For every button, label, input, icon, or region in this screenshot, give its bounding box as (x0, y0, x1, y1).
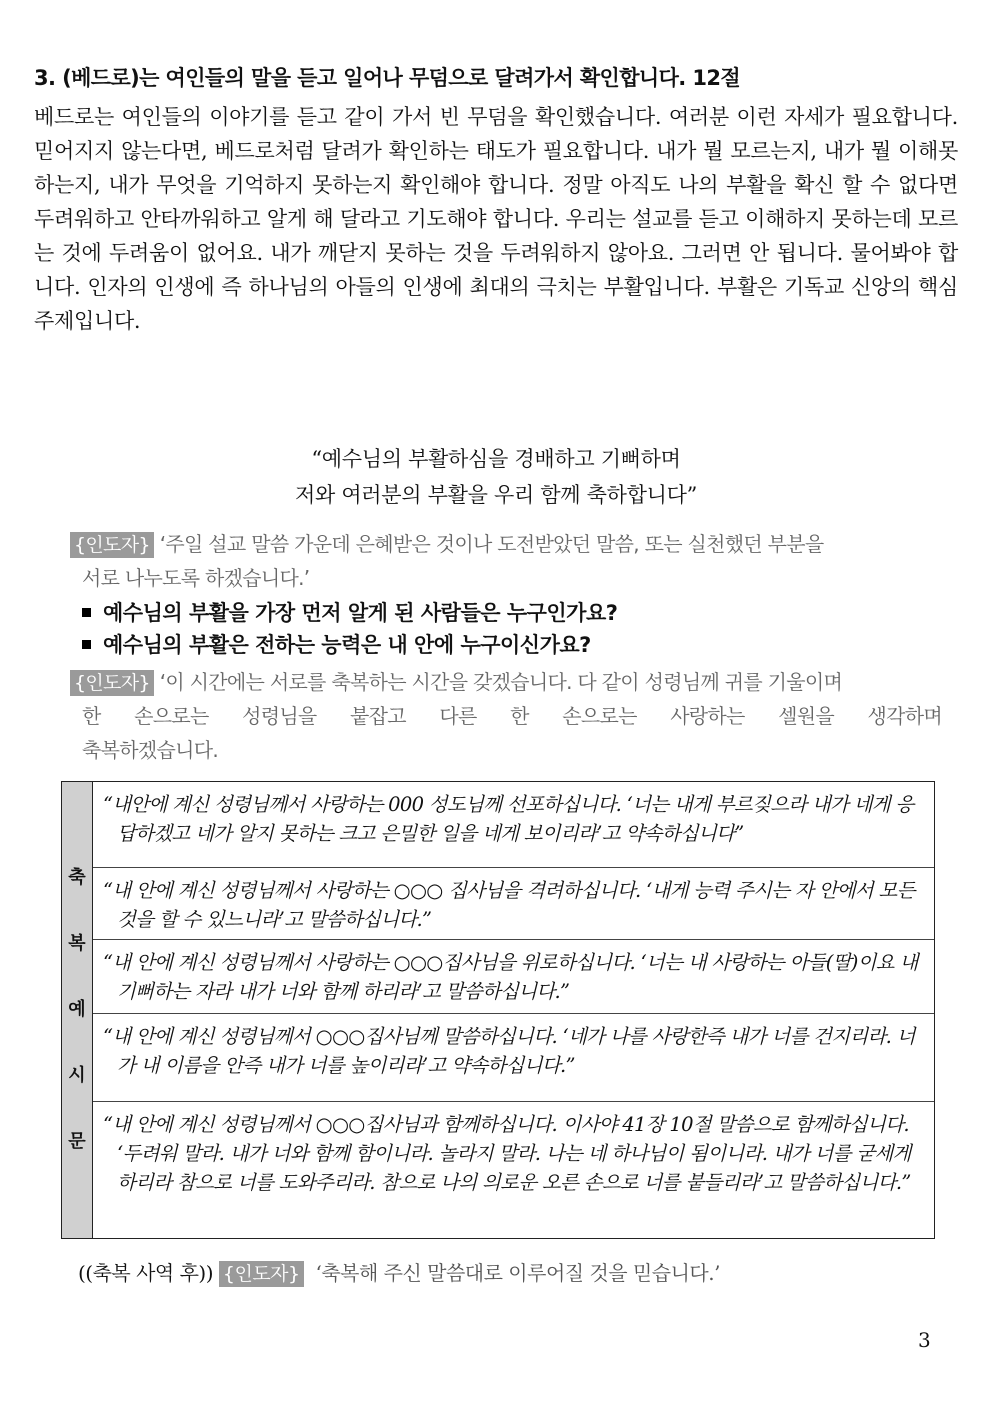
leader-tag: {인도자} (70, 670, 154, 696)
blessing-examples-table (61, 781, 935, 1239)
question-text: 예수님의 부활을 가장 먼저 알게 된 사람들은 누구인가요? (103, 601, 618, 625)
closing-quote: ‘축복해 주신 말씀대로 이루어질 것을 믿습니다.’ (315, 1261, 720, 1285)
closing-line (78, 1257, 720, 1287)
side-label-char: 시 (68, 1065, 86, 1086)
center-quote-line-2: 저와 여러분의 부활을 우리 함께 축하합니다” (294, 483, 698, 507)
blessing-text: “내 안에 계신 성령님께서 사랑하는 ○○○ 집사님을 격려하십니다. ‘내게 능력 주시는 자 안에서 모든 것을 할 수 있느니라’고 말씀하십니다.” (103, 879, 915, 931)
blessing-row (93, 940, 934, 1014)
side-label-char: 문 (68, 1131, 86, 1152)
square-bullet-icon (82, 608, 91, 617)
blessing-text: “내 안에 계신 성령님께서 ○○○집사님께 말씀하십니다. ‘네가 나를 사랑한즉 내가 너를 건지리라. 너가 내 이름을 안즉 내가 너를 높이리라’고 약속하십니다.” (103, 1025, 915, 1077)
leader-tag: {인도자} (70, 532, 154, 558)
sermon-paragraph: 베드로는 여인들의 이야기를 듣고 같이 가서 빈 무덤을 확인했습니다. 여러분 이런 자세가 필요합니다. 믿어지지 않는다면, 베드로처럼 달려가 확인하는 태도가 필요합니다. 내가 뭘 모르는지, 내가 뭘 이해못하는지, 내가 무엇을 기억하지 못하는지 확인해야 합니다. 정말 아직도 나의 부활을 확신 할 수 없다면 두려워하고 안타까워하고 알게 해 달라고 기도해야 합니다. 우리는 설교를 듣고 이해하지 못하는데 모르는 것에 두려움이 없어요. 내가 깨닫지 못하는 것을 두려워하지 않아요. 그러면 안 됩니다. 물어봐야 합니다. 인자의 인생에 즉 하나님의 아들의 인생에 최대의 극치는 부활입니다. 부활은 기독교 신앙의 핵심 주제입니다. (34, 105, 958, 333)
question-item (82, 597, 982, 629)
blessing-row (93, 1014, 934, 1102)
side-label-char: 복 (68, 933, 86, 954)
sharing-prompt-line-2: 서로 나누도록 하겠습니다.’ (82, 566, 310, 590)
blessing-row (93, 782, 934, 868)
sharing-prompt-line-1: ‘주일 설교 말씀 가운데 은혜받은 것이나 도전받았던 말씀, 또는 실천했던 부분을 (159, 532, 824, 556)
blessing-rows (93, 782, 934, 1238)
center-quote-line-1: “예수님의 부활하심을 경배하고 기뻐하며 (311, 447, 681, 471)
blessing-prompt-line-2: 한 손으로는 성령님을 붙잡고 다른 한 손으로는 사랑하는 셀원을 생각하며 (82, 704, 942, 728)
leader-tag: {인도자} (219, 1261, 304, 1287)
blessing-row (93, 1102, 934, 1237)
blessing-text: “내 안에 계신 성령님께서 사랑하는 ○○○집사님을 위로하십니다. ‘너는 내 사랑하는 아들(딸)이요 내 기뻐하는 자라 내가 너와 함께 하리라’고 말씀하십니다.” (103, 951, 918, 1003)
blessing-row (93, 868, 934, 940)
question-text: 예수님의 부활은 전하는 능력은 내 안에 누구이신가요? (103, 633, 591, 657)
side-label-char: 예 (68, 999, 86, 1020)
blessing-prompt (70, 665, 942, 767)
square-bullet-icon (82, 640, 91, 649)
blessing-text: “내안에 계신 성령님께서 사랑하는 000 성도님께 선포하십니다. ‘너는 내게 부르짖으라 내가 네게 응답하겠고 네가 알지 못하는 크고 은밀한 일을 네게 보이리라’고 약속하십니다” (103, 793, 914, 845)
section-heading: 3. (베드로)는 여인들의 말을 듣고 일어나 무덤으로 달려가서 확인합니다. 12절 (34, 66, 741, 90)
sharing-prompt (70, 527, 950, 595)
discussion-questions (82, 597, 982, 661)
blessing-table-side-label (62, 782, 93, 1238)
side-label-char: 축 (68, 867, 86, 888)
blessing-prompt-line-3: 축복하겠습니다. (82, 738, 218, 762)
blessing-text: “내 안에 계신 성령님께서 ○○○집사님과 함께하십니다. 이사야 41장 10절 말씀으로 함께하십니다. ‘두려워 말라. 내가 너와 함께 함이니라. 놀라지 말라. 나는 네 하나님이 됨이니라. 내가 너를 굳세게 하리라 참으로 너를 도와주리라. 참으로 나의 의로운 오른 손으로 너를 붙들리라’고 말씀하십니다.” (103, 1113, 911, 1194)
closing-prefix: ((축복 사역 후)) (78, 1261, 214, 1285)
blessing-prompt-line-1: ‘이 시간에는 서로를 축복하는 시간을 갖겠습니다. 다 같이 성령님께 귀를 기울이며 (159, 670, 843, 694)
question-item (82, 629, 982, 661)
page-number: 3 (918, 1328, 931, 1352)
